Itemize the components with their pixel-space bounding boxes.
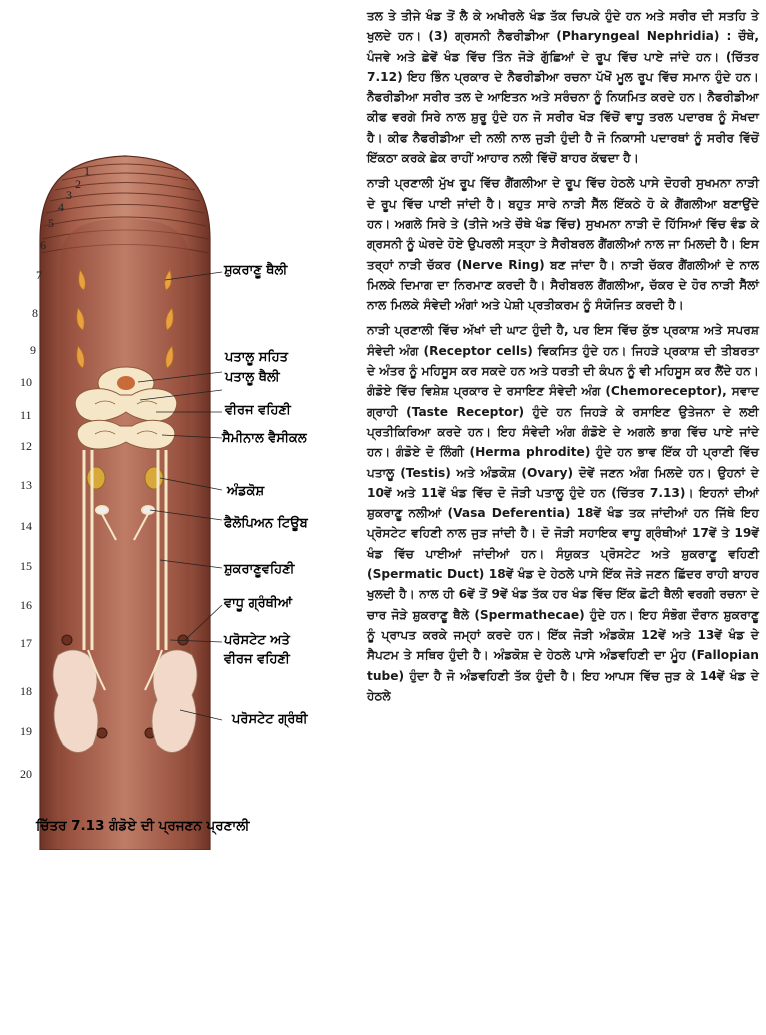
segment-number: 4 <box>58 200 64 214</box>
segment-number: 16 <box>20 598 32 612</box>
label-prostate-duct-line2: ਵੀਰਜ ਵਹਿਣੀ <box>224 652 290 667</box>
label-vas-efferens: ਵੀਰਜ ਵਹਿਣੀ <box>225 403 291 418</box>
label-testis-sac-line1: ਪਤਾਲੂ ਸਹਿਤ <box>225 350 288 365</box>
segment-number: 3 <box>66 188 72 202</box>
segment-number: 20 <box>20 767 32 781</box>
figure-caption: ਚਿੱਤਰ 7.13 ਗੰਡੋਏ ਦੀ ਪ੍ਰਜਣਨ ਪ੍ਰਣਾਲੀ <box>36 818 250 834</box>
label-prostate-duct-line1: ਪਰੋਸਟੇਟ ਅਤੇ <box>224 633 290 648</box>
segment-number: 12 <box>20 439 32 453</box>
segment-number: 9 <box>30 343 36 357</box>
segment-number: 19 <box>20 724 32 738</box>
segment-number: 10 <box>20 375 32 389</box>
label-testis-sac-line2: ਪਤਾਲੂ ਥੈਲੀ <box>225 370 280 385</box>
label-ovary: ਅੰਡਕੋਸ਼ <box>227 484 265 499</box>
segment-number: 2 <box>75 177 81 191</box>
segment-number: 17 <box>20 636 32 650</box>
paragraph: ਨਾੜੀ ਪ੍ਰਣਾਲੀ ਮੁੱਖ ਰੂਪ ਵਿੱਚ ਗੈਂਗਲੀਆ ਦੇ ਰੂਪ ਵਿੱਚ ਹੇਠਲੇ ਪਾਸੇ ਦੋਹਰੀ ਸੁਖਮਨਾ ਨਾੜੀ ਦੇ ਰੂਪ ਵਿੱਚ ਪਾਈ ਜਾਂਦੀ ਹੈ। ਬਹੁਤ ਸਾਰੇ ਨਾੜੀ ਸੈੱਲ ਇੱਕਠੇ ਹੋ ਕੇ ਗੈਂਗਲੀਆ ਬਣਾਉਂਦੇ ਹਨ। ਅਗਲੇ ਸਿਰੇ ਤੇ (ਤੀਜੇ ਅਤੇ ਚੌਥੇ ਖੰਡ ਵਿੱਚ) ਸੁਖਮਨਾ ਨਾੜੀ ਦੋ ਹਿੱਸਿਆਂ ਵਿੱਚ ਵੰਡ ਕੇ ਗ੍ਰਸਨੀ ਨੂੰ ਘੇਰਦੇ ਹੋਏ ਉਪਰਲੀ ਸਤ੍ਹਾ ਤੇ ਸੈਰੀਬਰਲ ਗੈਂਗਲੀਆਂ ਨਾਲ ਜਾ ਮਿਲਦੀ ਹੈ। ਇਸ ਤਰ੍ਹਾਂ ਨਾੜੀ ਚੱਕਰ (Nerve Ring) ਬਣ ਜਾਂਦਾ ਹੈ। ਨਾੜੀ ਚੱਕਰ ਗੈਂਗਲੀਆਂ ਦੇ ਨਾਲ ਮਿਲਕੇ ਦਿਮਾਗ ਦਾ ਨਿਰਮਾਣ ਕਰਦੀ ਹੈ। ਸੈਰੀਬਰਲ ਗੈਂਗਲੀਆ, ਚੱਕਰ ਦੇ ਹੋਰ ਨਾੜੀ ਸੈੱਲਾਂ ਨਾਲ ਮਿਲਕੇ ਸੰਵੇਦੀ ਅੰਗਾਂ ਅਤੇ ਪੇਸ਼ੀ ਪ੍ਰਤੀਕਰਮ ਨੂੰ ਸੰਯੋਜਿਤ ਕਰਦੀ ਹੈ। <box>367 176 759 313</box>
label-fallopian-tube: ਫੈਲੋਪਿਅਨ ਟਿਊਬ <box>224 516 308 531</box>
label-vas-deferens: ਸ਼ੁਕਰਾਣੂਵਹਿਣੀ <box>224 562 295 577</box>
segment-number: 1 <box>84 164 90 178</box>
segment-number: 5 <box>48 216 54 230</box>
body-text-column <box>367 6 759 711</box>
segment-number: 14 <box>20 519 32 533</box>
label-accessory-glands: ਵਾਧੂ ਗ੍ਰੰਥੀਆਂ <box>224 596 293 611</box>
paragraph: ਨਾੜੀ ਪ੍ਰਣਾਲੀ ਵਿੱਚ ਅੱਖਾਂ ਦੀ ਘਾਟ ਹੁੰਦੀ ਹੈ, ਪਰ ਇਸ ਵਿੱਚ ਕੁੱਝ ਪ੍ਰਕਾਸ਼ ਅਤੇ ਸਪਰਸ਼ ਸੰਵੇਦੀ ਅੰਗ (Receptor cells) ਵਿਕਸਿਤ ਹੁੰਦੇ ਹਨ। ਜਿਹੜੇ ਪ੍ਰਕਾਸ਼ ਦੀ ਤੀਬਰਤਾ ਦੇ ਅੰਤਰ ਨੂੰ ਮਹਿਸੂਸ ਕਰ ਸਕਦੇ ਹਨ ਅਤੇ ਧਰਤੀ ਦੀ ਕੰਪਨ ਨੂੰ ਵੀ ਮਹਿਸੂਸ ਕਰ ਲੈਂਦੇ ਹਨ। ਗੰਡੋਏ ਵਿੱਚ ਵਿਸ਼ੇਸ਼ ਪ੍ਰਕਾਰ ਦੇ ਰਸਾਇਣ ਸੰਵੇਦੀ ਅੰਗ (Chemoreceptor), ਸਵਾਦ ਗ੍ਰਾਹੀ (Taste Receptor) ਹੁੰਦੇ ਹਨ ਜਿਹੜੇ ਕੇ ਰਸਾਇਣ ਉਤੇਜਨਾ ਦੇ ਲਈ ਪ੍ਰਤੀਕਿਰਿਆ ਕਰਦੇ ਹਨ। ਇਹ ਸੰਵੇਦੀ ਅੰਗ ਗੰਡੋਏ ਦੇ ਅਗਲੇ ਭਾਗ ਵਿੱਚ ਪਾਏ ਜਾਂਦੇ ਹਨ। ਗੰਡੋਏ ਦੋ ਲਿੰਗੀ (Herma phrodite) ਹੁੰਦੇ ਹਨ ਭਾਵ ਇੱਕ ਹੀ ਪ੍ਰਾਣੀ ਵਿੱਚ ਪਤਾਲੂ (Testis) ਅਤੇ ਅੰਡਕੋਸ਼ (Ovary) ਦੋਵੇਂ ਜਣਨ ਅੰਗ ਮਿਲਦੇ ਹਨ। ਉਹਨਾਂ ਦੇ 10ਵੇਂ ਅਤੇ 11ਵੇਂ ਖੰਡ ਵਿੱਚ ਦੋ ਜੋੜੀ ਪਤਾਲੂ ਹੁੰਦੇ ਹਨ (ਚਿੱਤਰ 7.13)। ਇਹਨਾਂ ਦੀਆਂ ਸ਼ੁਕਰਾਣੂ ਨਲੀਆਂ (Vasa Deferentia) 18ਵੇਂ ਖੰਡ ਤਕ ਜਾਂਦੀਆਂ ਹਨ ਜਿੱਥੇ ਇਹ ਪ੍ਰੋਸਟੇਟ ਵਹਿਣੀ ਨਾਲ ਜੁੜ ਜਾਂਦੀ ਹੈ। ਦੋ ਜੋੜੀ ਸਹਾਇਕ ਵਾਧੂ ਗ੍ਰੰਥੀਆਂ 17ਵੇਂ ਤੇ 19ਵੇਂ ਖੰਡ ਵਿੱਚ ਪਾਈਆਂ ਜਾਂਦੀਆਂ ਹਨ। ਸੰਯੁਕਤ ਪ੍ਰੋਸਟੇਟ ਅਤੇ ਸ਼ੁਕਰਾਣੂ ਵਹਿਣੀ (Spermatic Duct) 18ਵੇਂ ਖੰਡ ਦੇ ਹੇਠਲੇ ਪਾਸੇ ਇੱਕ ਜੋੜੇ ਜਣਨ ਛਿੱਦਰ ਰਾਹੀ ਬਾਹਰ ਖੁਲਦੀ ਹੈ। ਨਾਲ ਹੀ 6ਵੇਂ ਤੋਂ 9ਵੇਂ ਖੰਡ ਤੱਕ ਹਰ ਖੰਡ ਵਿੱਚ ਇੱਕ ਛੋਟੀ ਥੈਲੀ ਵਰਗੀ ਰਚਨਾ ਦੇ ਚਾਰ ਜੋੜੇ ਸ਼ੁਕਰਾਣੂ ਥੈਲੇ (Spermathecae) ਹੁੰਦੇ ਹਨ। ਇਹ ਸੰਭੋਗ ਦੌਰਾਨ ਸ਼ੁਕਰਾਣੂ ਨੂੰ ਪ੍ਰਾਪਤ ਕਰਕੇ ਜਮ੍ਹਾਂ ਕਰਦੇ ਹਨ। ਇੱਕ ਜੋੜੀ ਅੰਡਕੋਸ਼ 12ਵੇਂ ਅਤੇ 13ਵੇਂ ਖੰਡ ਦੇ ਸੈਪਟਮ ਤੇ ਸਥਿਰ ਹੁੰਦੀ ਹੈ। ਅੰਡਕੋਸ਼ ਦੇ ਹੇਠਲੇ ਪਾਸੇ ਅੰਡਵਹਿਣੀ ਦਾ ਮੂੰਹ (Fallopian tube) ਹੁੰਦਾ ਹੈ ਜੋ ਅੰਡਵਹਿਣੀ ਤੱਕ ਹੁੰਦੀ ਹੈ। ਇਹ ਆਪਸ ਵਿੱਚ ਜੁੜ ਕੇ 14ਵੇਂ ਖੰਡ ਦੇ ਹੇਠਲੇ <box>367 323 759 703</box>
label-seminal-vesicle: ਸੈਮੀਨਾਲ ਵੈਸੀਕਲ <box>222 431 307 446</box>
segment-number: 15 <box>20 559 32 573</box>
earthworm-reproductive-figure <box>0 150 362 850</box>
label-sperm-sac: ਸ਼ੁਕਰਾਣੂ ਥੈਲੀ <box>224 263 288 278</box>
segment-number: 11 <box>20 408 32 422</box>
segment-number: 8 <box>32 306 38 320</box>
segment-number: 6 <box>40 238 46 252</box>
label-prostate-gland: ਪਰੋਸਟੇਟ ਗ੍ਰੰਥੀ <box>232 712 308 727</box>
segment-number: 7 <box>36 268 42 282</box>
segment-number: 13 <box>20 478 32 492</box>
segment-number: 18 <box>20 684 32 698</box>
paragraph: ਤਲ ਤੇ ਤੀਜੇ ਖੰਡ ਤੋਂ ਲੈ ਕੇ ਅਖੀਰਲੇ ਖੰਡ ਤੱਕ ਚਿਪਕੇ ਹੁੰਦੇ ਹਨ ਅਤੇ ਸਰੀਰ ਦੀ ਸਤਹਿ ਤੇ ਖੁਲਦੇ ਹਨ। (3) ਗ੍ਰਸਨੀ ਨੈਫਰੀਡੀਆ (Pharyngeal Nephridia) : ਚੌਥੇ, ਪੰਜਵੇ ਅਤੇ ਛੇਵੇਂ ਖੰਡ ਵਿੱਚ ਤਿੰਨ ਜੋੜੇ ਗੁੱਛਿਆਂ ਦੇ ਰੂਪ ਵਿੱਚ ਪਾਏ ਜਾਂਦੇ ਹਨ। (ਚਿੱਤਰ 7.12) ਇਹ ਭਿੰਨ ਪ੍ਰਕਾਰ ਦੇ ਨੈਫਰੀਡੀਆ ਰਚਨਾ ਪੱਖੋਂ ਮੂਲ ਰੂਪ ਵਿੱਚ ਸਮਾਨ ਹੁੰਦੇ ਹਨ। ਨੈਫਰੀਡੀਆ ਸਰੀਰ ਤਲ ਦੇ ਆਇਤਨ ਅਤੇ ਸਰੰਚਨਾ ਨੂੰ ਨਿਯਮਿਤ ਕਰਦੇ ਹਨ। ਨੈਫਰੀਡੀਆ ਕੀਫ ਵਰਗੇ ਸਿਰੇ ਨਾਲ ਸ਼ੁਰੂ ਹੁੰਦੇ ਹਨ ਜੋ ਸਰੀਰ ਖੋੜ ਵਿੱਚੋਂ ਵਾਧੂ ਤਰਲ ਪਦਾਰਥ ਨੂੰ ਸੋਖਦਾ ਹੈ। ਕੀਫ ਨੈਫਰੀਡੀਆ ਦੀ ਨਲੀ ਨਾਲ ਜੁੜੀ ਹੁੰਦੀ ਹੈ ਜੋ ਨਿਕਾਸੀ ਪਦਾਰਥਾਂ ਨੂੰ ਸਰੀਰ ਵਿੱਚੋਂ ਇੱਕਠਾ ਕਰਕੇ ਛੇਕ ਰਾਹੀਂ ਆਹਾਰ ਨਲੀ ਵਿੱਚੋਂ ਬਾਹਰ ਕੱਢਦਾ ਹੈ। <box>367 9 759 166</box>
earthworm-diagram <box>0 150 362 850</box>
